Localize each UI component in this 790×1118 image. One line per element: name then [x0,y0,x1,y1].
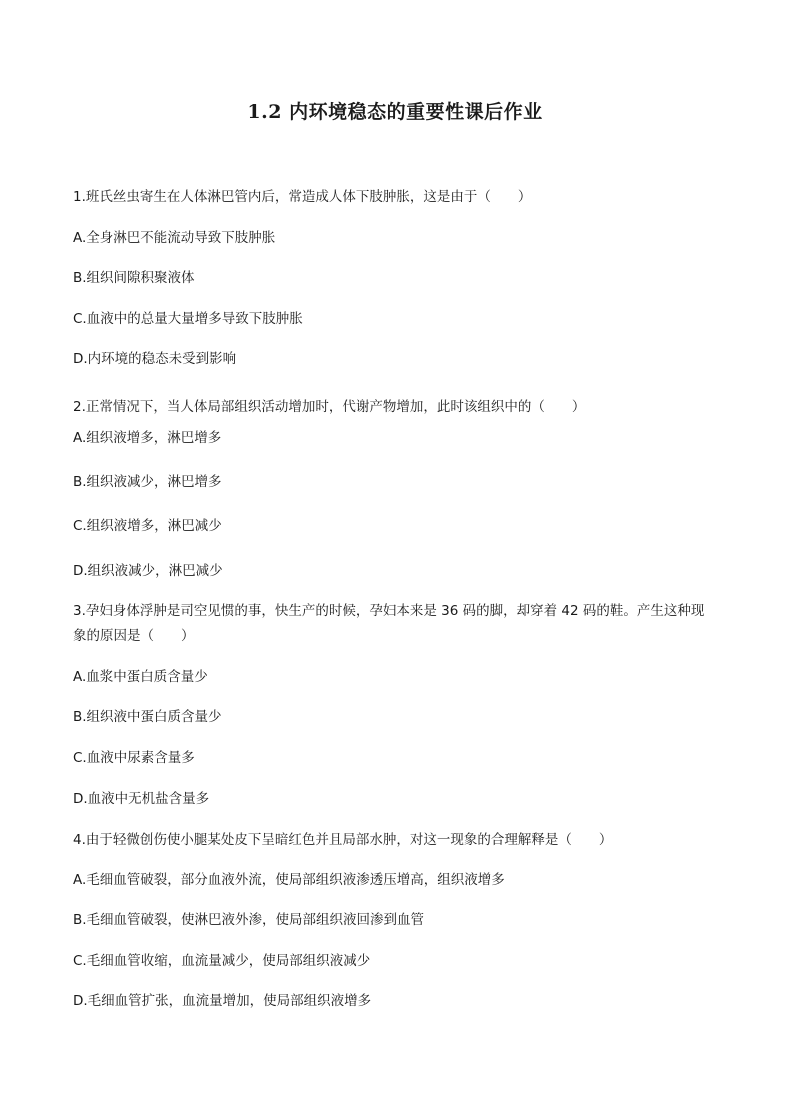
question-1-option-b: B.组织间隙积聚液体 [73,270,195,286]
question-3-stem-line-2: 象的原因是（ ） [73,628,195,644]
question-3-option-d: D.血液中无机盐含量多 [73,791,210,807]
question-2-stem: 2.正常情况下，当人体局部组织活动增加时，代谢产物增加，此时该组织中的（ ） [73,399,586,415]
question-3-option-c: C.血液中尿素含量多 [73,750,195,766]
question-2-option-a: A.组织液增多，淋巴增多 [73,430,222,446]
question-1-stem: 1.班氏丝虫寄生在人体淋巴管内后，常造成人体下肢肿胀，这是由于（ ） [73,189,532,205]
question-2-option-c: C.组织液增多，淋巴减少 [73,518,222,534]
question-4-option-d: D.毛细血管扩张，血流量增加，使局部组织液增多 [73,993,372,1009]
question-2-option-b: B.组织液减少，淋巴增多 [73,474,222,490]
question-4-option-c: C.毛细血管收缩，血流量减少，使局部组织液减少 [73,953,371,969]
question-4-option-b: B.毛细血管破裂，使淋巴液外渗，使局部组织液回渗到血管 [73,912,425,928]
question-3-option-b: B.组织液中蛋白质含量少 [73,709,222,725]
question-3-option-a: A.血浆中蛋白质含量少 [73,669,208,685]
question-2-option-d: D.组织液减少，淋巴减少 [73,563,223,579]
question-1-option-a: A.全身淋巴不能流动导致下肢肿胀 [73,230,276,246]
question-1-option-c: C.血液中的总量大量增多导致下肢肿胀 [73,311,303,327]
question-1-option-d: D.内环境的稳态未受到影响 [73,351,237,367]
question-4-option-a: A.毛细血管破裂，部分血液外流，使局部组织液渗透压增高，组织液增多 [73,872,505,888]
document-title: 1.2 内环境稳态的重要性课后作业 [247,101,543,123]
question-3-stem-line-1: 3.孕妇身体浮肿是司空见惯的事，快生产的时候，孕妇本来是 36 码的脚，却穿着 42 码的鞋。产生这种现 [73,603,705,619]
question-4-stem: 4.由于轻微创伤使小腿某处皮下呈暗红色并且局部水肿，对这一现象的合理解释是（ ） [73,832,613,848]
